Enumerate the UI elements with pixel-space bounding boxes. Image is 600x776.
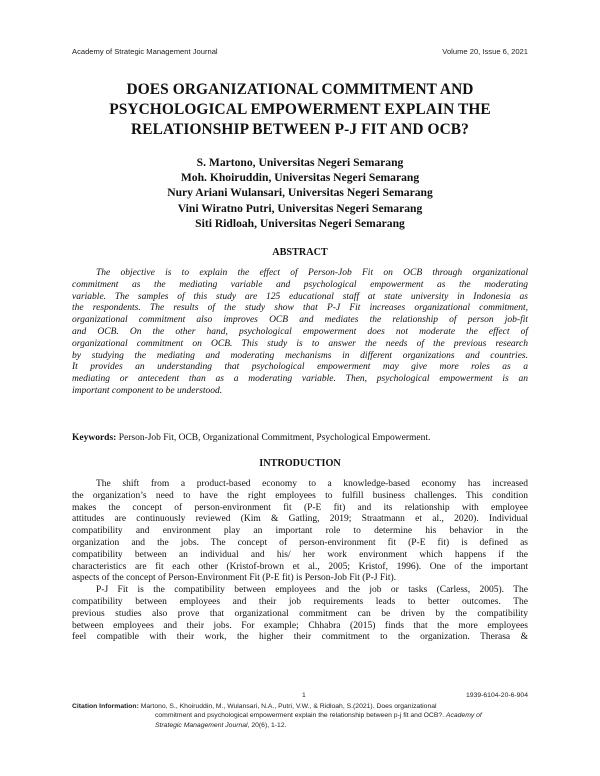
abstract-line: and OCB. On the other hand, psychological empowerment does not moderate the effect of — [72, 326, 528, 337]
abstract-text — [72, 268, 528, 398]
abstract-line: variable. The samples of this study are 125 educational staff at state university in Indonesia as — [72, 291, 528, 302]
body-line: organization and the jobs. The concept of person-environment fit (P-E fit) is defined as — [72, 537, 528, 548]
keywords-text: Person-Job Fit, OCB, Organizational Commitment, Psychological Empowerment. — [118, 433, 431, 443]
abstract-line: organizational commitment also improves OCB and mediates the relationship of person job-fit — [72, 315, 528, 326]
author: Vini Wiratno Putri, Universitas Negeri Semarang — [177, 201, 423, 215]
citation-journal: Strategic Management Journal — [155, 721, 248, 729]
body-line: compatibility and environment play an important role to determine his behavior in the — [72, 526, 528, 537]
keywords — [72, 433, 528, 443]
abstract-line: by studying the mediating and moderating mechanisms in different organizations and countries. — [72, 350, 528, 361]
issn-code: 1939-6104-20-6-904 — [466, 692, 528, 699]
keywords-label: Keywords: — [72, 433, 117, 443]
body-line: previous studies also prove that organizational commitment can be driven by the compatibility — [72, 608, 528, 619]
citation-issue-pages: (6), 1-12. — [258, 721, 287, 729]
page-number: 1 — [302, 692, 306, 699]
author: Nury Ariani Wulansari, Universitas Negeri Semarang — [167, 186, 433, 200]
abstract-line: organizational commitment on OCB. This study is to answer the needs of the previous research — [72, 338, 528, 349]
body-line: compatibility between an individual and his/ her work environment which happens if the — [72, 549, 528, 560]
introduction-heading: INTRODUCTION — [259, 458, 341, 469]
journal-name: Academy of Strategic Management Journal — [72, 47, 218, 56]
volume-issue: Volume 20, Issue 6, 2021 — [442, 47, 528, 56]
abstract-line: The objective is to explain the effect of Person-Job Fit on OCB through organizational — [96, 268, 528, 278]
abstract-line: It provides an understanding that psychological empowerment may give more roles as a — [72, 362, 528, 373]
author: Moh. Khoiruddin, Universitas Negeri Semarang — [180, 171, 420, 185]
citation-text: Martono, S., Khoiruddin, M., Wulansari, N.A., Putri, V.W., & Ridloah, S.(2021). Does organizational — [140, 703, 437, 710]
citation-journal: Academy of — [445, 712, 482, 720]
body-line: characteristics are fit each other (Kristof-brown et al., 2005; Kristof, 1996). One of the important — [72, 561, 528, 572]
citation-text: commitment and psychological empowerment explain the relationship between p-j fit and OCB?. — [155, 712, 445, 720]
author-list — [60, 155, 540, 231]
body-line: The shift from a product-based economy to a knowledge-based economy has increased — [96, 479, 528, 489]
abstract-heading: ABSTRACT — [272, 247, 328, 258]
body-line: P-J Fit is the compatibility between employees and the job or tasks (Carless, 2005). The — [96, 585, 528, 596]
author: S. Martono, Universitas Negeri Semarang — [196, 156, 404, 169]
title-line: PSYCHOLOGICAL EMPOWERMENT EXPLAIN THE — [109, 101, 491, 118]
abstract-line: mediating or antecedent than as a moderating variable. Then, psychological empowerment is an — [72, 374, 528, 385]
body-line: the organization’s need to have the right employees to fulfill business challenges. This condition — [72, 490, 528, 501]
citation-label: Citation Information: — [72, 703, 139, 710]
body-line: attitudes are continuously reviewed (Kim & Gatling, 2019; Straatmann et al., 2020). Individual — [72, 514, 528, 525]
body-line: aspects of the concept of Person-Environment Fit (P-E fit) is Person-Job Fit (P-J Fit). — [72, 573, 397, 584]
paper-title — [60, 80, 540, 140]
body-line: between employees and their jobs. For example; Chhabra (2015) finds that the more employees — [72, 620, 528, 631]
abstract-line: the respondents. The results of the study show that P-J Fit increases organizational commitment, — [72, 303, 528, 314]
citation-volume: , 20 — [247, 721, 259, 729]
author: Siti Ridloah, Universitas Negeri Semarang — [195, 216, 405, 230]
title-line: RELATIONSHIP BETWEEN P-J FIT AND OCB? — [131, 121, 469, 138]
body-line: makes the concept of person-environment fit (P-E fit) and its relationship with employee — [72, 502, 528, 513]
abstract-line: important component to be understood. — [72, 385, 223, 396]
citation-information — [72, 702, 528, 730]
title-line: DOES ORGANIZATIONAL COMMITMENT AND — [126, 81, 474, 98]
introduction-body — [72, 479, 528, 644]
body-line: compatibility between employees and their job requirements leads to better outcomes. The — [72, 596, 528, 607]
body-line: feel compatible with their work, the higher their commitment to the organization. Therasa & — [72, 632, 528, 643]
abstract-line: commitment as the mediating variable and psychological empowerment as the moderating — [72, 279, 528, 290]
